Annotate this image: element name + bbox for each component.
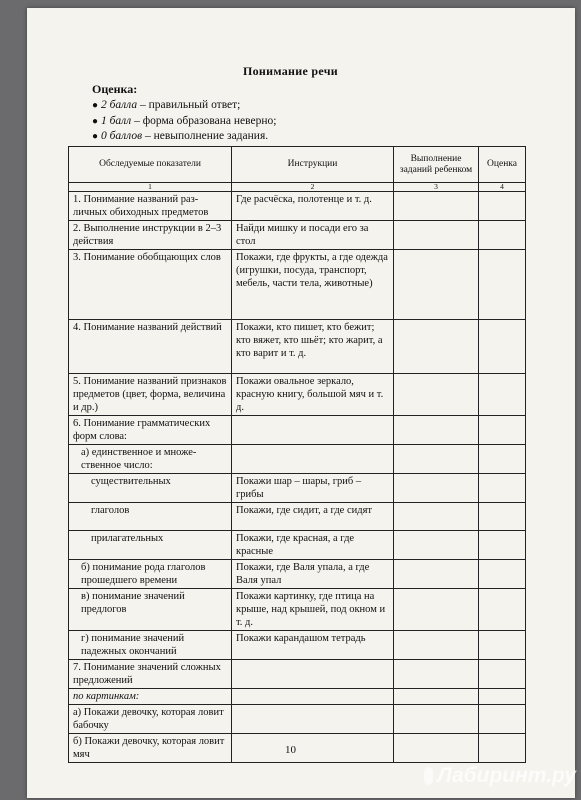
column-number-row	[69, 183, 526, 192]
indicator-cell: 2. Выполнение инструкции в 2–3 действия	[69, 221, 232, 250]
bullet-icon: ●	[92, 100, 99, 111]
table-row	[69, 374, 526, 416]
assessment-table	[68, 146, 526, 763]
table-row	[69, 589, 526, 631]
table-row	[69, 560, 526, 589]
header-instructions: Инструкции	[232, 147, 394, 183]
table-row	[69, 320, 526, 374]
bullet-icon: ●	[92, 131, 99, 142]
col-number: 1	[69, 183, 232, 192]
instruction-cell	[232, 689, 394, 705]
table-row	[69, 250, 526, 320]
performance-cell	[394, 374, 479, 416]
performance-cell	[394, 192, 479, 221]
instruction-cell: Покажи, где Валя упала, а где Валя упал	[232, 560, 394, 589]
score-cell	[479, 320, 526, 374]
bullet-icon: ●	[92, 115, 99, 127]
instruction-cell	[232, 705, 394, 734]
performance-cell	[394, 531, 479, 560]
col-number: 3	[394, 183, 479, 192]
indicator-cell: существительных	[69, 474, 232, 503]
header-performance: Выполнение заданий ребенком	[394, 147, 479, 183]
instruction-cell: Покажи, где фрукты, а где одежда (игрушки, посуда, транспорт, мебель, части тела, животные)	[232, 250, 394, 320]
score-cell	[479, 631, 526, 660]
score-cell	[479, 660, 526, 689]
score-cell	[479, 689, 526, 705]
indicator-cell: в) понимание значений предлогов	[69, 589, 232, 631]
performance-cell	[394, 660, 479, 689]
table-row	[69, 416, 526, 445]
performance-cell	[394, 689, 479, 705]
score-cell	[479, 474, 526, 503]
indicator-cell: 1. Понимание названий различных обиходных предметов	[69, 192, 232, 221]
instruction-cell: Покажи, где сидит, а где сидят	[232, 503, 394, 531]
score-cell	[479, 560, 526, 589]
col-number: 2	[232, 183, 394, 192]
watermark: Лабиринт.ру	[424, 762, 576, 790]
indicator-cell: б) Покажи девочку, которая ловит мяч	[69, 734, 232, 763]
indicator-cell: глаголов	[69, 503, 232, 531]
table-row	[69, 705, 526, 734]
performance-cell	[394, 589, 479, 631]
performance-cell	[394, 474, 479, 503]
table-row	[69, 503, 526, 531]
performance-cell	[394, 503, 479, 531]
header-indicators: Обследуемые показатели	[69, 147, 232, 183]
score-cell	[479, 503, 526, 531]
instruction-cell	[232, 660, 394, 689]
instruction-cell	[232, 416, 394, 445]
table-header-row	[69, 147, 526, 183]
grading-heading: Оценка:	[92, 82, 138, 96]
performance-cell	[394, 320, 479, 374]
indicator-cell: 3. Понимание обобщающих слов	[69, 250, 232, 320]
instruction-cell: Покажи овальное зеркало, красную книгу, большой мяч и т. д.	[232, 374, 394, 416]
performance-cell	[394, 560, 479, 589]
performance-cell	[394, 631, 479, 660]
table-row	[69, 474, 526, 503]
indicator-cell: 4. Понимание названий действий	[69, 320, 232, 374]
grading-item: ● 2 балла – правильный ответ;	[92, 98, 276, 114]
indicator-cell: а) единственное и множественное число:	[69, 445, 232, 474]
page-title: Понимание речи	[243, 64, 338, 78]
performance-cell	[394, 250, 479, 320]
score-cell	[479, 589, 526, 631]
grading-item: ● 0 баллов – невыполнение задания.	[92, 129, 276, 145]
score-cell	[479, 250, 526, 320]
indicator-cell: б) понимание рода глаголов прошедшего времени	[69, 560, 232, 589]
table-row	[69, 192, 526, 221]
col-number: 4	[479, 183, 526, 192]
performance-cell	[394, 445, 479, 474]
score-cell	[479, 531, 526, 560]
instruction-cell: Найди мишку и посади его за стол	[232, 221, 394, 250]
instruction-cell	[232, 445, 394, 474]
score-cell	[479, 374, 526, 416]
score-cell	[479, 705, 526, 734]
instruction-cell: Покажи картинку, где птица на крыше, над крышей, под окном и т. д.	[232, 589, 394, 631]
table-row	[69, 445, 526, 474]
indicator-cell: 6. Понимание грамматических форм слова:	[69, 416, 232, 445]
instruction-cell: Где расчёска, полотенце и т. д.	[232, 192, 394, 221]
indicator-cell: прилагательных	[69, 531, 232, 560]
header-score: Оценка	[479, 147, 526, 183]
grading-item: ● 1 балл – форма образована неверно;	[92, 114, 276, 130]
page-number: 10	[285, 744, 296, 756]
score-cell	[479, 192, 526, 221]
indicator-cell: а) Покажи девочку, которая ловит бабочку	[69, 705, 232, 734]
instruction-cell: Покажи карандашом тетрадь	[232, 631, 394, 660]
score-cell	[479, 221, 526, 250]
table-row	[69, 689, 526, 705]
performance-cell	[394, 221, 479, 250]
table-row	[69, 531, 526, 560]
instruction-cell: Покажи шар – шары, гриб – грибы	[232, 474, 394, 503]
instruction-cell: Покажи, где красная, а где красные	[232, 531, 394, 560]
score-cell	[479, 445, 526, 474]
score-cell	[479, 416, 526, 445]
grading-list	[92, 98, 276, 145]
table-row	[69, 631, 526, 660]
instruction-cell: Покажи, кто пишет, кто бежит; кто вяжет, кто шьёт; кто жарит, а кто варит и т. д.	[232, 320, 394, 374]
indicator-cell: по картинкам:	[69, 689, 232, 705]
indicator-cell: г) понимание значений падежных окончаний	[69, 631, 232, 660]
indicator-cell: 7. Понимание значений сложных предложений	[69, 660, 232, 689]
performance-cell	[394, 416, 479, 445]
indicator-cell: 5. Понимание названий признаков предметов (цвет, форма, величина и др.)	[69, 374, 232, 416]
labyrinth-logo-icon	[424, 767, 433, 785]
performance-cell	[394, 705, 479, 734]
table-row	[69, 660, 526, 689]
table-row	[69, 221, 526, 250]
